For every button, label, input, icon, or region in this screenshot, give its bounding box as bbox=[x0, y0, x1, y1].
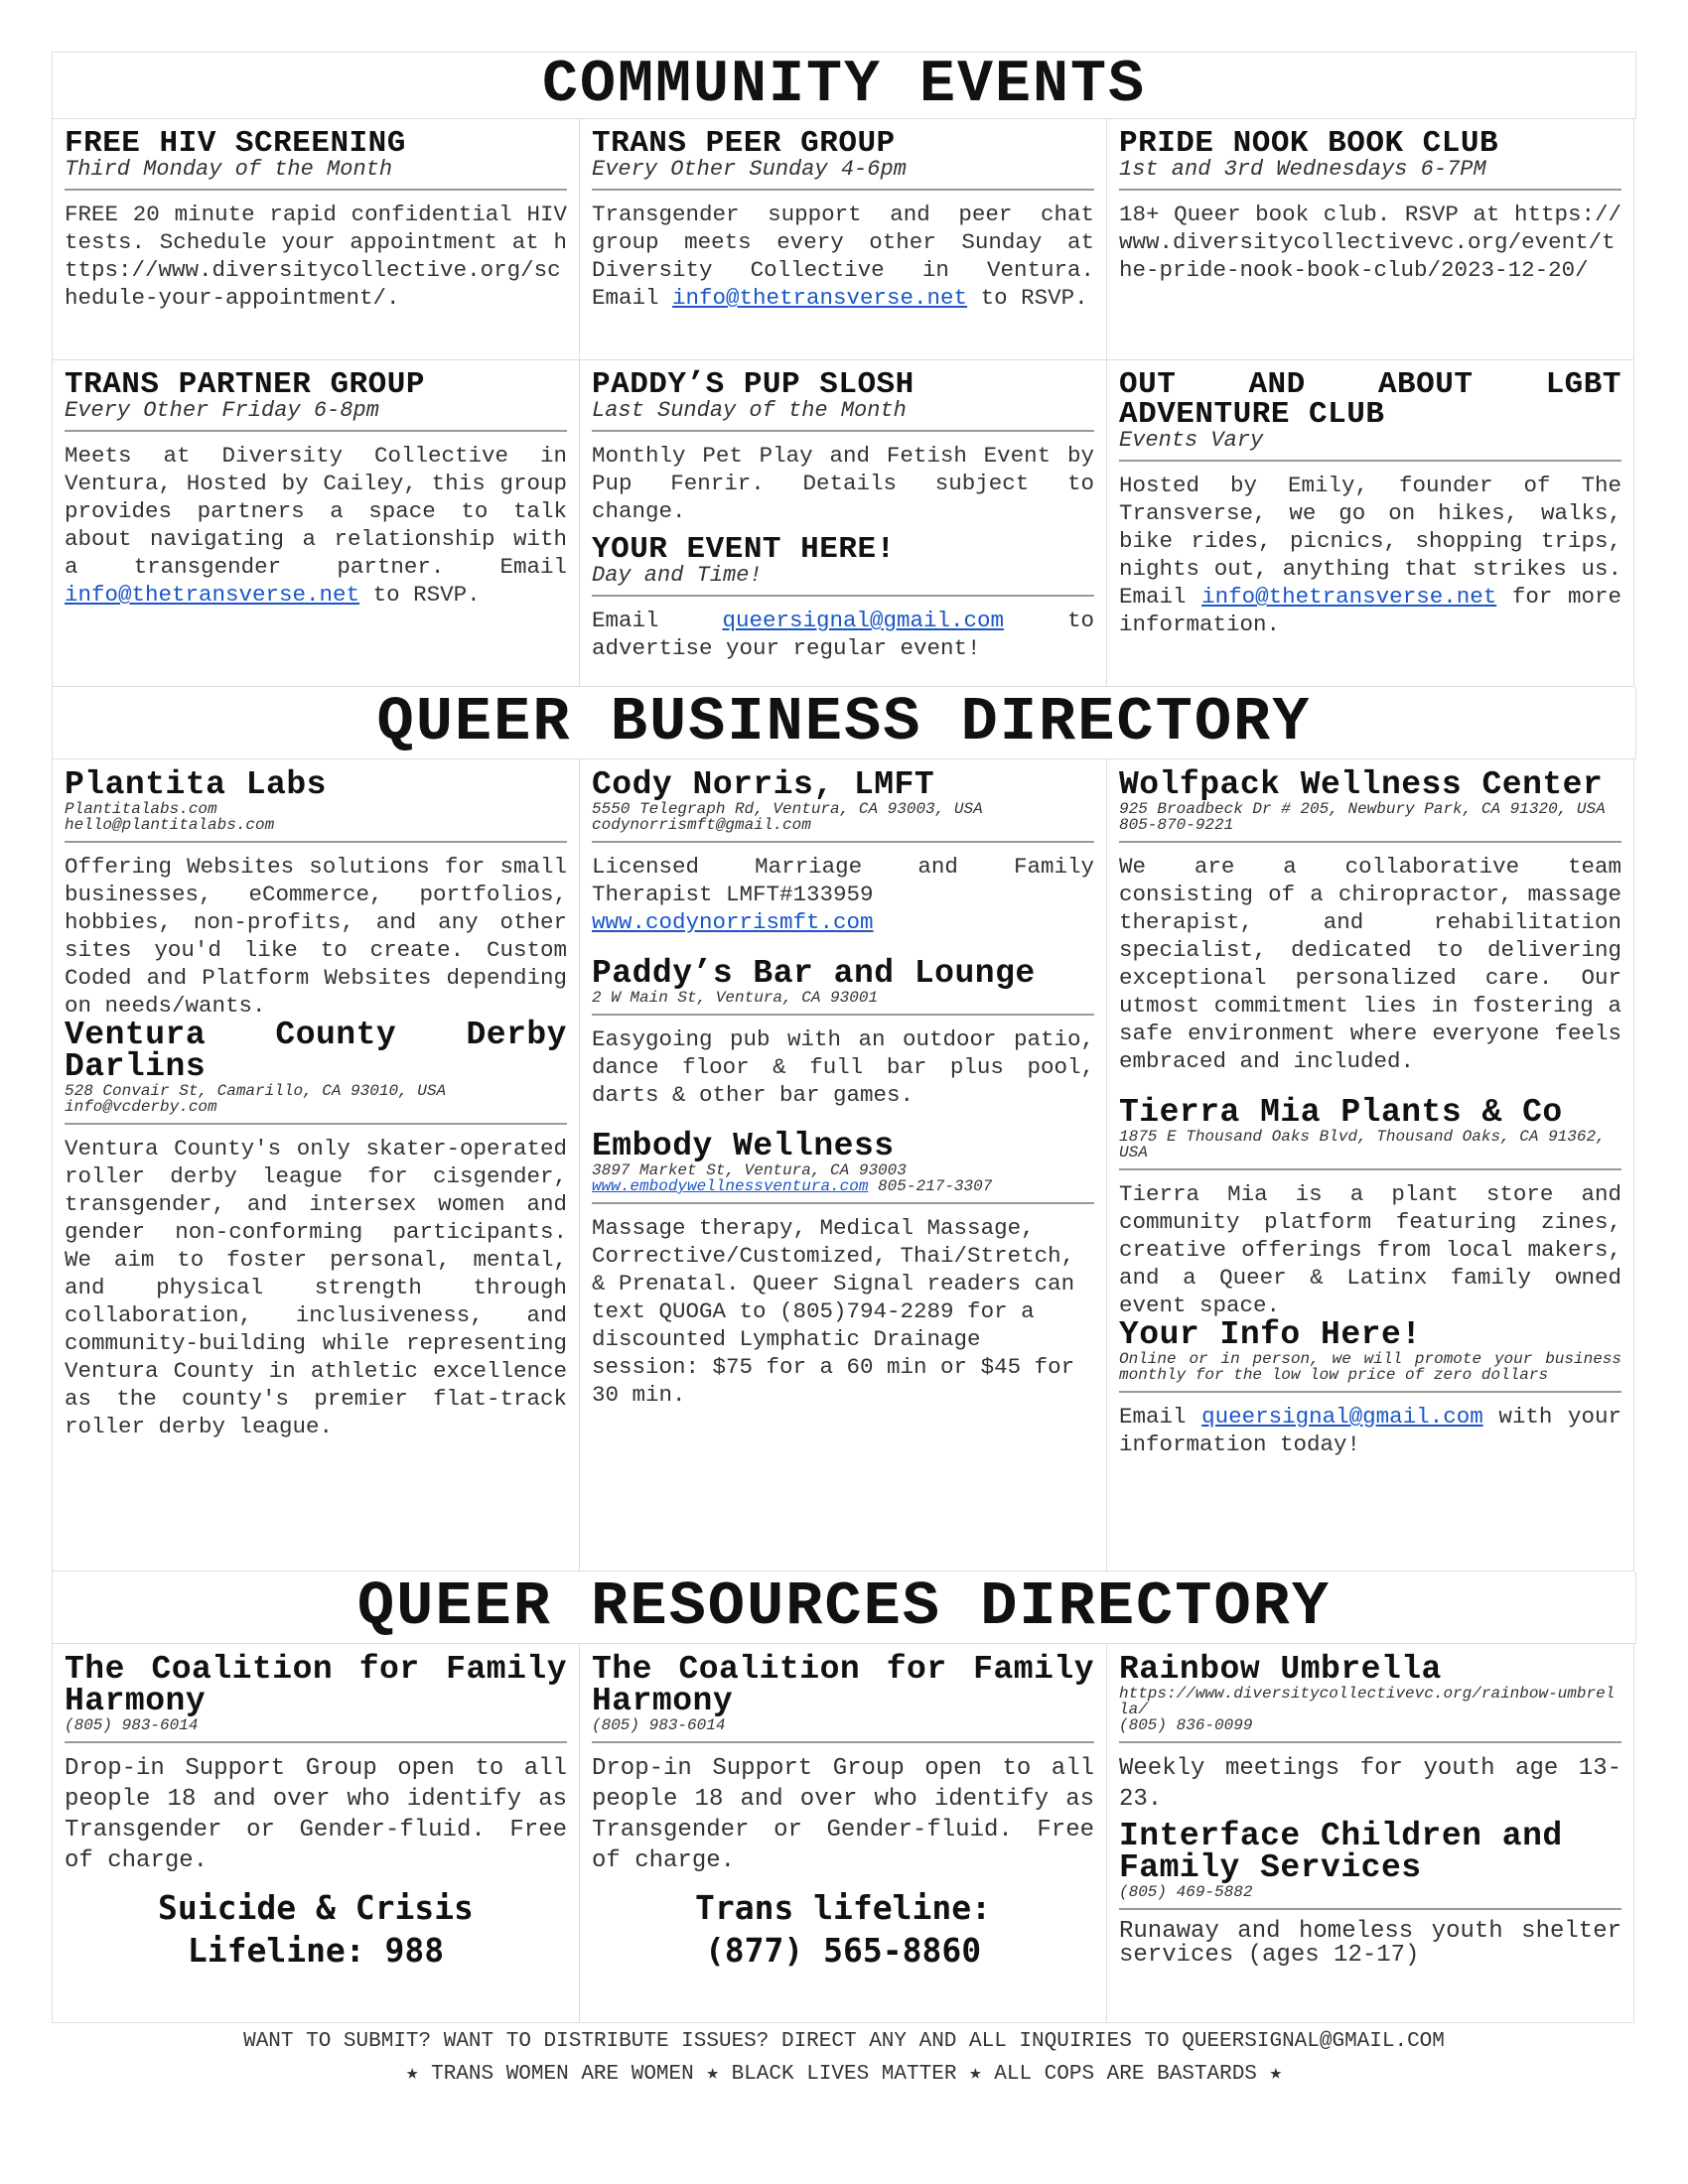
newsletter-page bbox=[52, 52, 1636, 2091]
event-text: Email queersignal@gmail.com to advertise your regular event! bbox=[592, 608, 1094, 661]
trans-lifeline: Trans lifeline: (877) 565-8860 bbox=[694, 1888, 991, 1970]
business-note: Online or in person, we will promote your business monthly for the low low price of zero dollars bbox=[1119, 1350, 1621, 1384]
event-when: Day and Time! bbox=[592, 563, 763, 588]
footer bbox=[52, 2025, 1636, 2091]
divider bbox=[592, 1741, 1094, 1743]
resource-name: The Coalition for Family Harmony bbox=[592, 1651, 1094, 1719]
divider bbox=[65, 841, 567, 843]
event-when: Third Monday of the Month bbox=[65, 157, 393, 182]
business-name: Tierra Mia Plants & Co bbox=[1119, 1094, 1563, 1131]
community-events-heading: COMMUNITY EVENTS bbox=[52, 52, 1636, 119]
event-pride-nook-book-club bbox=[1107, 119, 1634, 360]
business-address: 2 W Main St, Ventura, CA 93001 bbox=[592, 989, 879, 1007]
business-col-1 bbox=[53, 759, 580, 1571]
website-link[interactable]: www.codynorrismft.com bbox=[592, 909, 874, 935]
business-text: Email queersignal@gmail.com with your information today! bbox=[1119, 1404, 1621, 1457]
resource-website: https://www.diversitycollectivevc.org/rainbow-umbrella/ bbox=[1119, 1685, 1616, 1718]
resource-name: Interface Children and Family Services bbox=[1119, 1818, 1563, 1886]
divider bbox=[1119, 189, 1621, 191]
resource-text: Drop-in Support Group open to all people 18 and over who identify as Transgender or Gender-fluid. Free of charge. bbox=[65, 1755, 567, 1874]
divider bbox=[65, 189, 567, 191]
divider bbox=[1119, 460, 1621, 462]
resource-name: The Coalition for Family Harmony bbox=[65, 1651, 567, 1719]
event-trans-partner-group bbox=[53, 360, 580, 687]
website-link[interactable]: www.embodywellnessventura.com bbox=[592, 1177, 869, 1195]
business-col-3 bbox=[1107, 759, 1634, 1571]
email-link[interactable]: queersignal@gmail.com bbox=[722, 608, 1005, 633]
event-text: Monthly Pet Play and Fetish Event by Pup Fenrir. Details subject to change. bbox=[592, 443, 1094, 524]
business-text: Tierra Mia is a plant store and community platform featuring zines, creative offerings from local makers, and a Queer & Latinx family owned event space. bbox=[1119, 1181, 1621, 1318]
business-text: Ventura County's only skater-operated roller derby league for cisgender, transgender, and intersex women and gender non-conforming participants. We aim to foster personal, mental, and physical strength through collaboration, inclusiveness, and community-building while representing Ventura County in athletic excellence as the county's premier flat-track roller derby league. bbox=[65, 1136, 567, 1439]
email-link[interactable]: info@thetransverse.net bbox=[1201, 584, 1497, 610]
business-address: 528 Convair St, Camarillo, CA 93010, USA bbox=[65, 1082, 447, 1100]
business-contact bbox=[592, 1178, 1094, 1194]
business-website bbox=[592, 908, 1094, 936]
business-phone: 805-217-3307 bbox=[868, 1177, 993, 1195]
event-paddys-pup-slosh bbox=[580, 360, 1107, 687]
divider bbox=[592, 841, 1094, 843]
email-link[interactable]: info@thetransverse.net bbox=[65, 582, 360, 608]
business-name: Wolfpack Wellness Center bbox=[1119, 766, 1604, 803]
resource-name: Rainbow Umbrella bbox=[1119, 1651, 1442, 1688]
business-email: info@vcderby.com bbox=[65, 1098, 217, 1116]
crisis-lifeline: Suicide & Crisis Lifeline: 988 bbox=[158, 1888, 474, 1970]
divider bbox=[592, 430, 1094, 432]
business-name: Plantita Labs bbox=[65, 766, 327, 803]
event-when: Every Other Friday 6-8pm bbox=[65, 398, 379, 423]
business-name: Ventura County Derby Darlins bbox=[65, 1017, 567, 1085]
business-email: hello@plantitalabs.com bbox=[65, 816, 275, 834]
business-text: We are a collaborative team consisting of a chiropractor, massage therapist, and rehabilitation specialist, dedicated to delivering exceptional personalized care. Our utmost commitment lies in fostering a safe environment where everyone feels embraced and included. bbox=[1119, 854, 1621, 1074]
event-title: PRIDE NOOK BOOK CLUB bbox=[1119, 126, 1499, 161]
business-directory-heading: QUEER BUSINESS DIRECTORY bbox=[52, 687, 1636, 759]
divider bbox=[65, 430, 567, 432]
business-address: 3897 Market St, Ventura, CA 93003 bbox=[592, 1161, 907, 1179]
business-website: Plantitalabs.com bbox=[65, 800, 217, 818]
business-row bbox=[52, 759, 1636, 1571]
resource-col-2 bbox=[580, 1644, 1107, 2023]
event-when: Events Vary bbox=[1119, 428, 1264, 453]
divider bbox=[65, 1123, 567, 1125]
divider bbox=[1119, 1168, 1621, 1170]
business-text: Massage therapy, Medical Massage, Corrective/Customized, Thai/Stretch, & Prenatal. Queer Signal readers can text QUOGA to (805)794-2289 for a discounted Lymphatic Drainage session: $75 for a 60 min or $45 for 30 min. bbox=[592, 1215, 1075, 1408]
event-out-and-about bbox=[1107, 360, 1634, 687]
business-address: 5550 Telegraph Rd, Ventura, CA 93003, USA bbox=[592, 800, 983, 818]
email-link[interactable]: queersignal@gmail.com bbox=[1201, 1404, 1483, 1430]
event-title: PADDY’S PUP SLOSH bbox=[592, 367, 914, 402]
business-name: Paddy’s Bar and Lounge bbox=[592, 955, 1036, 992]
email-link[interactable]: info@thetransverse.net bbox=[672, 285, 968, 311]
divider bbox=[592, 1202, 1094, 1204]
events-row-1 bbox=[52, 119, 1636, 360]
events-row-2 bbox=[52, 360, 1636, 687]
resource-text: Weekly meetings for youth age 13-23. bbox=[1119, 1755, 1621, 1813]
business-phone: 805-870-9221 bbox=[1119, 816, 1234, 834]
resource-phone: (805) 983-6014 bbox=[592, 1716, 726, 1734]
divider bbox=[1119, 1908, 1621, 1910]
divider bbox=[592, 189, 1094, 191]
event-hiv-screening bbox=[53, 119, 580, 360]
event-text: Transgender support and peer chat group meets every other Sunday at Diversity Collective in Ventura. Email info@thetransverse.net to RSVP. bbox=[592, 202, 1094, 311]
resource-col-3 bbox=[1107, 1644, 1634, 2023]
resource-text: Drop-in Support Group open to all people 18 and over who identify as Transgender or Gender-fluid. Free of charge. bbox=[592, 1755, 1094, 1874]
event-when: Last Sunday of the Month bbox=[592, 398, 907, 423]
event-trans-peer-group bbox=[580, 119, 1107, 360]
event-title: TRANS PARTNER GROUP bbox=[65, 367, 425, 402]
business-name: Your Info Here! bbox=[1119, 1316, 1422, 1353]
event-text: 18+ Queer book club. RSVP at https://www.diversitycollectivevc.org/event/the-pride-nook-book-club/2023-12-20/ bbox=[1119, 202, 1621, 283]
resource-phone: (805) 983-6014 bbox=[65, 1716, 199, 1734]
event-text: Meets at Diversity Collective in Ventura, Hosted by Cailey, this group provides partners a space to talk about navigating a relationship with a transgender partner. Email info@thetransverse.net to RSVP. bbox=[65, 443, 567, 608]
resource-col-1 bbox=[53, 1644, 580, 2023]
event-title: TRANS PEER GROUP bbox=[592, 126, 896, 161]
business-name: Embody Wellness bbox=[592, 1128, 895, 1164]
resources-directory-heading: QUEER RESOURCES DIRECTORY bbox=[52, 1571, 1636, 1644]
business-text: Easygoing pub with an outdoor patio, dance floor & full bar plus pool, darts & other bar games. bbox=[592, 1026, 1094, 1108]
footer-inquiries: WANT TO SUBMIT? WANT TO DISTRIBUTE ISSUES? DIRECT ANY AND ALL INQUIRIES TO QUEERSIGNAL@GMAIL.COM bbox=[243, 2030, 1445, 2053]
business-address: 925 Broadbeck Dr # 205, Newbury Park, CA 91320, USA bbox=[1119, 800, 1606, 818]
business-name: Cody Norris, LMFT bbox=[592, 766, 935, 803]
event-when: 1st and 3rd Wednesdays 6-7PM bbox=[1119, 157, 1486, 182]
resources-row bbox=[52, 1644, 1636, 2023]
divider bbox=[592, 595, 1094, 597]
business-address: 1875 E Thousand Oaks Blvd, Thousand Oaks, CA 91362, USA bbox=[1119, 1128, 1606, 1161]
resource-phone: (805) 469-5882 bbox=[1119, 1883, 1253, 1901]
event-title: FREE HIV SCREENING bbox=[65, 126, 406, 161]
footer-slogans: ★ TRANS WOMEN ARE WOMEN ★ BLACK LIVES MATTER ★ ALL COPS ARE BASTARDS ★ bbox=[405, 2063, 1283, 2086]
divider bbox=[592, 1014, 1094, 1016]
business-text: Offering Websites solutions for small businesses, eCommerce, portfolios, hobbies, non-profits, and any other sites you'd like to create. Custom Coded and Platform Websites depending on needs/wants. bbox=[65, 854, 567, 1019]
divider bbox=[1119, 1391, 1621, 1393]
event-text: FREE 20 minute rapid confidential HIV tests. Schedule your appointment at https://www.diversitycollective.org/schedule-your-appointment/. bbox=[65, 202, 567, 311]
business-text: Licensed Marriage and Family Therapist LMFT#133959 bbox=[592, 854, 1094, 907]
divider bbox=[1119, 841, 1621, 843]
event-title: YOUR EVENT HERE! bbox=[592, 532, 896, 567]
business-col-2 bbox=[580, 759, 1107, 1571]
event-text: Hosted by Emily, founder of The Transverse, we go on hikes, walks, bike rides, picnics, shopping trips, nights out, anything that strikes us. Email info@thetransverse.net for more information. bbox=[1119, 473, 1621, 637]
resource-phone: (805) 836-0099 bbox=[1119, 1716, 1253, 1734]
divider bbox=[65, 1741, 567, 1743]
resource-text: Runaway and homeless youth shelter services (ages 12-17) bbox=[1119, 1918, 1621, 1969]
business-email: codynorrismft@gmail.com bbox=[592, 816, 811, 834]
event-when: Every Other Sunday 4-6pm bbox=[592, 157, 907, 182]
divider bbox=[1119, 1741, 1621, 1743]
event-title: OUT AND ABOUT LGBT ADVENTURE CLUB bbox=[1119, 367, 1621, 432]
